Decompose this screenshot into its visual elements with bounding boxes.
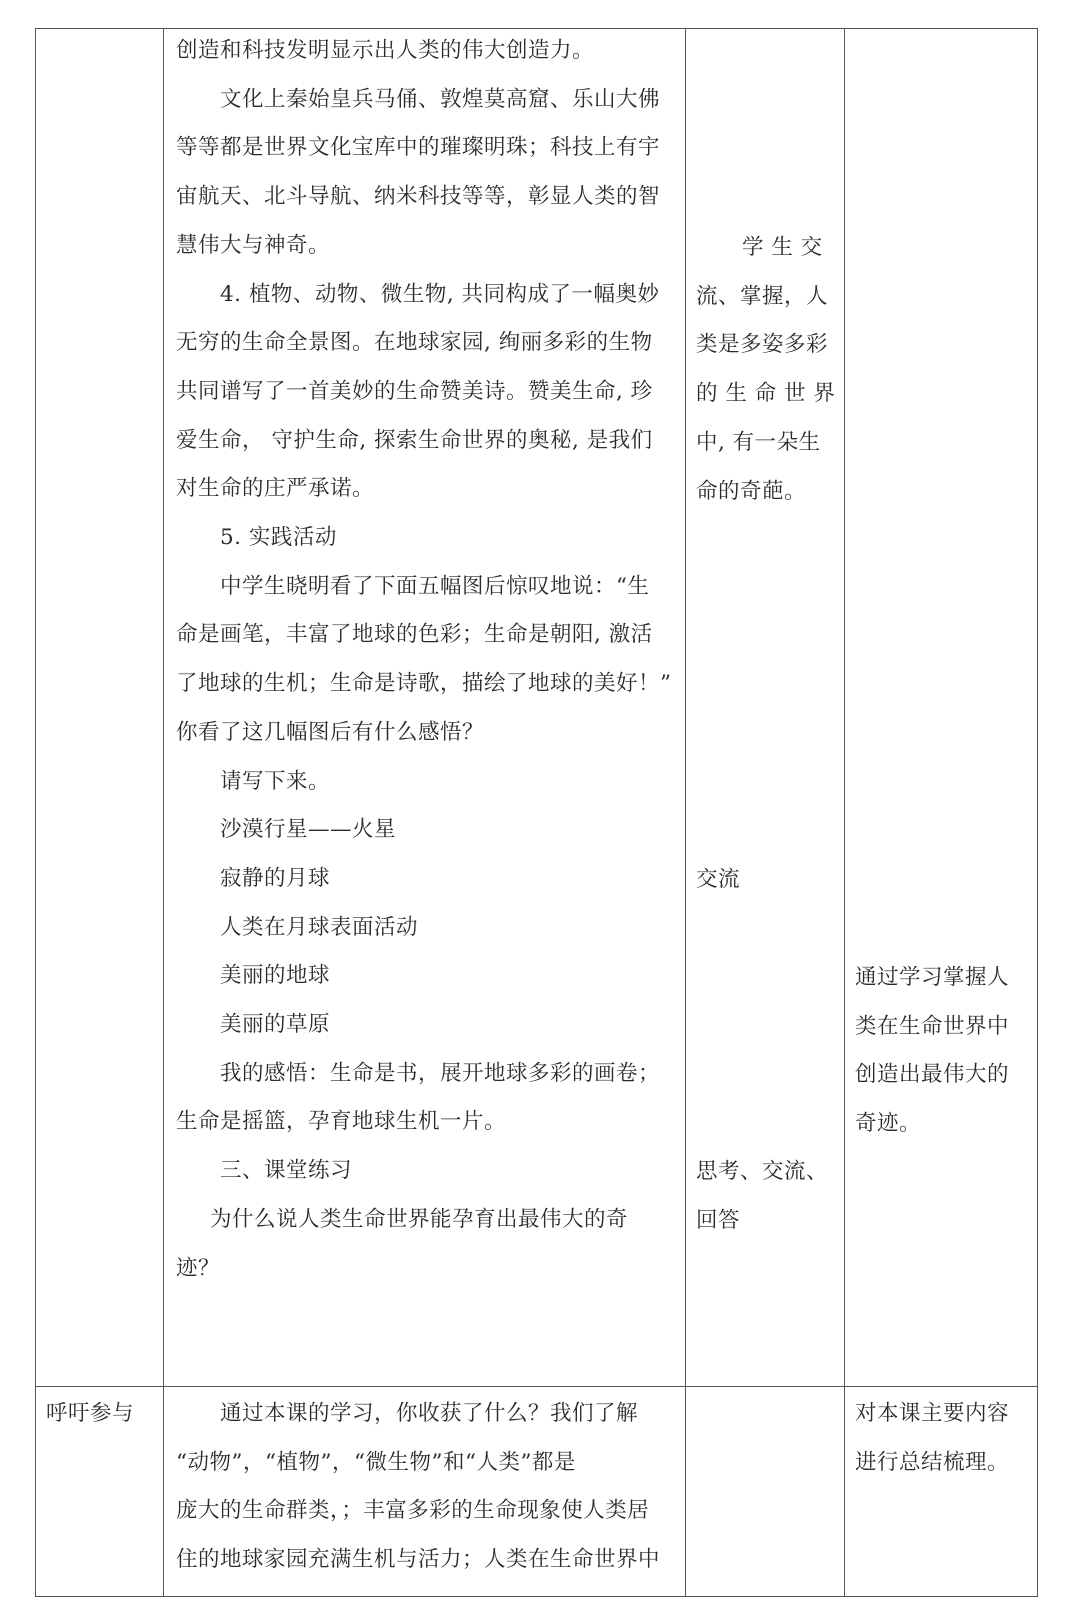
text-line: 无穷的生命全景图。在地球家园, 绚丽多彩的生物 bbox=[176, 330, 653, 356]
text-line: 的 生 命 世 界 bbox=[696, 381, 836, 407]
row2-design-intent-cell bbox=[845, 1387, 1038, 1597]
text-line: 创造出最伟大的 bbox=[855, 1062, 1010, 1088]
text-line: 等等都是世界文化宝库中的璀璨明珠；科技上有宇 bbox=[176, 135, 661, 161]
text-line: 美丽的草原 bbox=[220, 1012, 331, 1037]
text-line: 生命是摇篮，孕育地球生机一片。 bbox=[176, 1109, 507, 1135]
table-row bbox=[36, 1387, 1038, 1597]
row1-content-cell bbox=[164, 29, 686, 1387]
text-line: 进行总结梳理。 bbox=[855, 1449, 1010, 1475]
text-line: 流、掌握，人 bbox=[696, 283, 829, 309]
row2-content-cell bbox=[164, 1387, 686, 1597]
text-line: 文化上秦始皇兵马俑、敦煌莫高窟、乐山大佛 bbox=[220, 86, 661, 112]
row2-stage-cell bbox=[36, 1387, 164, 1597]
text-line: 中, 有一朵生 bbox=[696, 429, 821, 455]
table-row bbox=[36, 29, 1038, 1387]
text-line: 庞大的生命群类，；丰富多彩的生命现象使人类居 bbox=[176, 1498, 650, 1524]
text-line: 交流 bbox=[696, 867, 741, 892]
row2-student-activity-cell bbox=[686, 1387, 845, 1597]
text-line: 住的地球家园充满生机与活力；人类在生命世界中 bbox=[176, 1547, 661, 1573]
text-line: 回答 bbox=[696, 1207, 741, 1233]
row1-stage-cell bbox=[36, 29, 164, 1387]
text-line: 请写下来。 bbox=[220, 768, 331, 794]
lesson-plan-table bbox=[35, 28, 1038, 1597]
text-line: 宙航天、北斗导航、纳米科技等等，彰显人类的智 bbox=[176, 184, 661, 210]
text-line: 4. 植物、动物、微生物, 共同构成了一幅奥妙 bbox=[220, 281, 660, 307]
text-line: 爱生命， 守护生命, 探索生命世界的奥秘, 是我们 bbox=[176, 427, 653, 453]
text-line: 5. 实践活动 bbox=[220, 525, 337, 550]
text-line: 为什么说人类生命世界能孕育出最伟大的奇 bbox=[210, 1206, 629, 1232]
text-line: 人类在月球表面活动 bbox=[220, 914, 419, 940]
text-line: 了地球的生机；生命是诗歌，描绘了地球的美好！” bbox=[176, 671, 672, 697]
text-line: 你看了这几幅图后有什么感悟？ bbox=[176, 719, 485, 745]
text-line: 美丽的地球 bbox=[220, 963, 331, 989]
text-line: 通过本课的学习，你收获了什么？我们了解 bbox=[220, 1401, 639, 1426]
text-line: 通过学习掌握人 bbox=[855, 965, 1010, 990]
text-line: 命是画笔，丰富了地球的色彩；生命是朝阳, 激活 bbox=[176, 622, 653, 648]
stage-label: 呼吁参与 bbox=[46, 1401, 135, 1426]
text-line: 慧伟大与神奇。 bbox=[176, 232, 331, 258]
text-line: 沙漠行星——火星 bbox=[220, 817, 397, 843]
text-line: 迹？ bbox=[176, 1255, 221, 1281]
text-line: 思考、交流、 bbox=[696, 1159, 829, 1184]
text-line: 共同谱写了一首美妙的生命赞美诗。赞美生命, 珍 bbox=[176, 378, 653, 404]
text-line: 对生命的庄严承诺。 bbox=[176, 476, 375, 502]
text-line: 奇迹。 bbox=[855, 1111, 922, 1137]
row1-design-intent-cell bbox=[845, 29, 1038, 1387]
text-line: 命的奇葩。 bbox=[696, 478, 807, 504]
text-line: 类在生命世界中 bbox=[855, 1013, 1010, 1039]
row1-student-activity-cell bbox=[686, 29, 845, 1387]
text-line: 三、课堂练习 bbox=[220, 1158, 353, 1184]
text-line: 创造和科技发明显示出人类的伟大创造力。 bbox=[176, 38, 595, 63]
text-line: 学 生 交 bbox=[742, 235, 823, 260]
text-line: “动物”，“植物”，“微生物”和“人类”都是 bbox=[176, 1449, 576, 1475]
text-line: 对本课主要内容 bbox=[855, 1401, 1010, 1426]
text-line: 中学生晓明看了下面五幅图后惊叹地说：“生 bbox=[220, 573, 650, 599]
text-line: 类是多姿多彩 bbox=[696, 332, 829, 358]
text-line: 寂静的月球 bbox=[220, 865, 331, 891]
text-line: 我的感悟：生命是书，展开地球多彩的画卷； bbox=[220, 1060, 661, 1086]
